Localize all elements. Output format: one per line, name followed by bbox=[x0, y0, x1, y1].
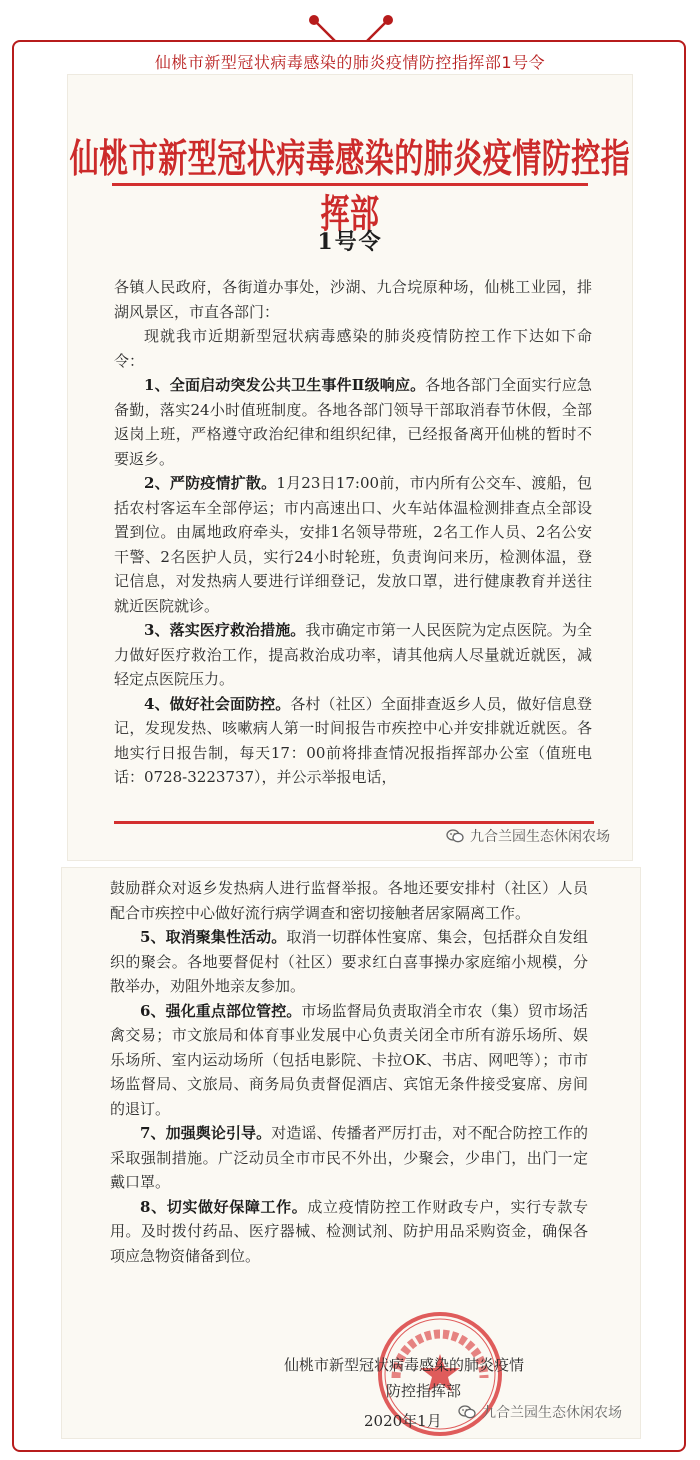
item-3-title: 3、落实医疗救治措施。 bbox=[144, 621, 306, 639]
document-header-org: 仙桃市新型冠状病毒感染的肺炎疫情防控指挥部 bbox=[69, 135, 631, 237]
document-page-2 bbox=[62, 868, 640, 1438]
hanger-decoration bbox=[0, 0, 700, 44]
wechat-icon bbox=[446, 829, 464, 843]
item-6-title: 6、强化重点部位管控。 bbox=[140, 1001, 302, 1020]
item-5-title: 5、取消聚集性活动。 bbox=[140, 928, 287, 946]
item-7-title: 7、加强舆论引导。 bbox=[140, 1124, 272, 1142]
item-7-body: 对造谣、传播者严厉打击，对不配合防控工作的采取强制措施。广泛动员全市市民不外出，少聚会，少串门，出门一定戴口罩。 bbox=[110, 1124, 588, 1191]
item-4-body: 各村（社区）全面排查返乡人员，做好信息登记，发现发热、咳嗽病人第一时间报告市疾控中心并安排就近就医。各地实行日报告制，每天17：00前将排查情况报指挥部办公室（值班电话：0728-3223737），并公示举报电话， bbox=[114, 694, 592, 786]
item-4-continued: 鼓励群众对返乡发热病人进行监督举报。各地还要安排村（社区）人员配合市疾控中心做好流行病学调查和密切接触者居家隔离工作。 bbox=[110, 879, 588, 922]
item-5-body: 取消一切群体性宴席、集会，包括群众自发组织的聚会。各地要督促村（社区）要求红白喜事操办家庭缩小规模，分散举办，劝阻外地亲友参加。 bbox=[110, 928, 588, 995]
header-red-rule bbox=[112, 183, 588, 186]
signature-org-line-2: 防控指挥部 bbox=[386, 1382, 462, 1400]
item-3-body: 我市确定市第一人民医院为定点医院。为全力做好医疗救治工作，提高救治成功率，请其他病人尽量就近就医，减轻定点医院压力。 bbox=[114, 621, 592, 688]
item-5 bbox=[110, 925, 588, 999]
watermark-2 bbox=[458, 1402, 622, 1422]
item-2-body: 1月23日17:00前，市内所有公交车、渡船，包括农村客运车全部停运；市内高速出口、火车站体温检测排查点全部设置到位。由属地政府牵头，安排1名领导带班，2名工作人员、2名公安干警、2名医护人员，实行24小时轮班，负责询问来历，检测体温，登记信息，对发热病人要进行详细登记，发放口罩，进行健康教育并送往就近医院就诊。 bbox=[114, 474, 592, 615]
signature-org-line-1: 仙桃市新型冠状病毒感染的肺炎疫情 bbox=[284, 1356, 525, 1374]
watermark-1 bbox=[446, 826, 610, 846]
document-body-page-1 bbox=[114, 275, 592, 790]
watermark-1-text: 九合兰园生态休闲农场 bbox=[470, 829, 610, 845]
intro-paragraph: 现就我市近期新型冠状病毒感染的肺炎疫情防控工作下达如下命令： bbox=[114, 327, 592, 370]
item-3 bbox=[114, 618, 592, 692]
item-4-title: 4、做好社会面防控。 bbox=[144, 694, 291, 713]
watermark-2-text: 九合兰园生态休闲农场 bbox=[482, 1405, 622, 1421]
item-1-body: 各地各部门全面实行应急备勤，落实24小时值班制度。各地各部门领导干部取消春节休假，全部返岗上班，严格遵守政治纪律和组织纪律，已经报备离开仙桃的暂时不要返乡。 bbox=[114, 376, 592, 468]
item-2 bbox=[114, 471, 592, 618]
item-8 bbox=[110, 1195, 588, 1269]
item-1-title: 1、全面启动突发公共卫生事件Ⅱ级响应。 bbox=[144, 376, 426, 394]
item-8-body: 成立疫情防控工作财政专户，实行专款专用。及时拨付药品、医疗器械、检测试剂、防护用品采购资金，确保各项应急物资储备到位。 bbox=[110, 1197, 588, 1265]
frame-title: 仙桃市新型冠状病毒感染的肺炎疫情防控指挥部1号令 bbox=[154, 53, 546, 72]
signature-date: 2020年1月 bbox=[364, 1412, 442, 1430]
item-6 bbox=[110, 999, 588, 1122]
item-6-body: 市场监督局负责取消全市农（集）贸市场活禽交易；市文旅局和体育事业发展中心负责关闭全市所有游乐场所、娱乐场所、室内运动场所（包括电影院、卡拉OK、书店、网吧等）；市市场监督局、文旅局、商务局负责督促酒店、宾馆无条件接受宴席、房间的退订。 bbox=[110, 1001, 588, 1118]
item-2-title: 2、严防疫情扩散。 bbox=[144, 474, 277, 492]
item-8-title: 8、切实做好保障工作。 bbox=[140, 1197, 308, 1216]
item-1 bbox=[114, 373, 592, 471]
item-4 bbox=[114, 692, 592, 790]
order-number: 1号令 bbox=[317, 229, 383, 255]
footer-red-rule bbox=[114, 821, 594, 824]
wechat-icon bbox=[458, 1405, 476, 1419]
addressee: 各镇人民政府，各街道办事处，沙湖、九合垸原种场，仙桃工业园，排湖风景区，市直各部门： bbox=[114, 278, 592, 321]
document-body-page-2 bbox=[110, 876, 588, 1268]
item-7 bbox=[110, 1121, 588, 1195]
document-page-1 bbox=[68, 75, 632, 860]
